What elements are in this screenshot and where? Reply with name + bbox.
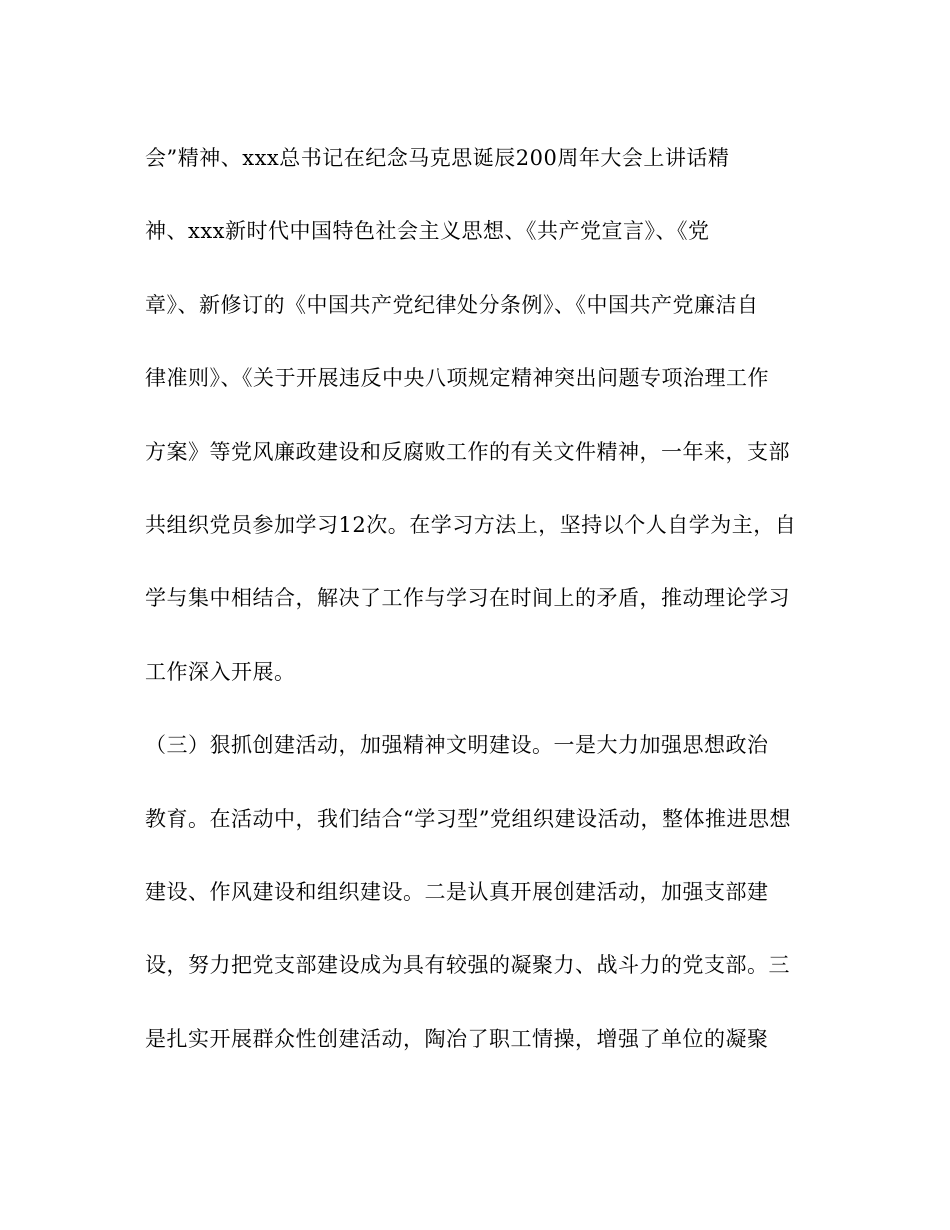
text-line: 建设、作风建设和组织建设。二是认真开展创建活动，加强支部建 [145, 879, 769, 904]
text-line: 律准则》、《关于开展违反中央八项规定精神突出问题专项治理工作 [145, 366, 769, 391]
text-line: 章》、新修订的《中国共产党纪律处分条例》、《中国共产党廉洁自 [145, 292, 759, 317]
text-line: 学与集中相结合，解决了工作与学习在时间上的矛盾，推动理论学习 [145, 586, 790, 611]
text-line: 是扎实开展群众性创建活动，陶冶了职工情操，增强了单位的凝聚 [145, 1026, 769, 1051]
text-line: 神、xxx新时代中国特色社会主义思想、《共产党宣言》、《党 [145, 219, 710, 244]
text-line: 教育。在活动中，我们结合“学习型”党组织建设活动，整体推进思想 [145, 806, 791, 831]
text-line: 方案》等党风廉政建设和反腐败工作的有关文件精神，一年来，支部 [145, 439, 790, 464]
text-line: 共组织党员参加学习12次。在学习方法上，坚持以个人自学为主，自 [145, 512, 797, 537]
body-text [145, 134, 810, 1088]
text-line: 会”精神、xxx总书记在纪念马克思诞辰200周年大会上讲话精 [145, 146, 730, 170]
text-line: 工作深入开展。 [145, 659, 296, 684]
section-heading-line: （三）狠抓创建活动，加强精神文明建设。一是大力加强思想政治 [145, 733, 769, 758]
text-line: 设，努力把党支部建设成为具有较强的凝聚力、战斗力的党支部。三 [145, 953, 790, 978]
